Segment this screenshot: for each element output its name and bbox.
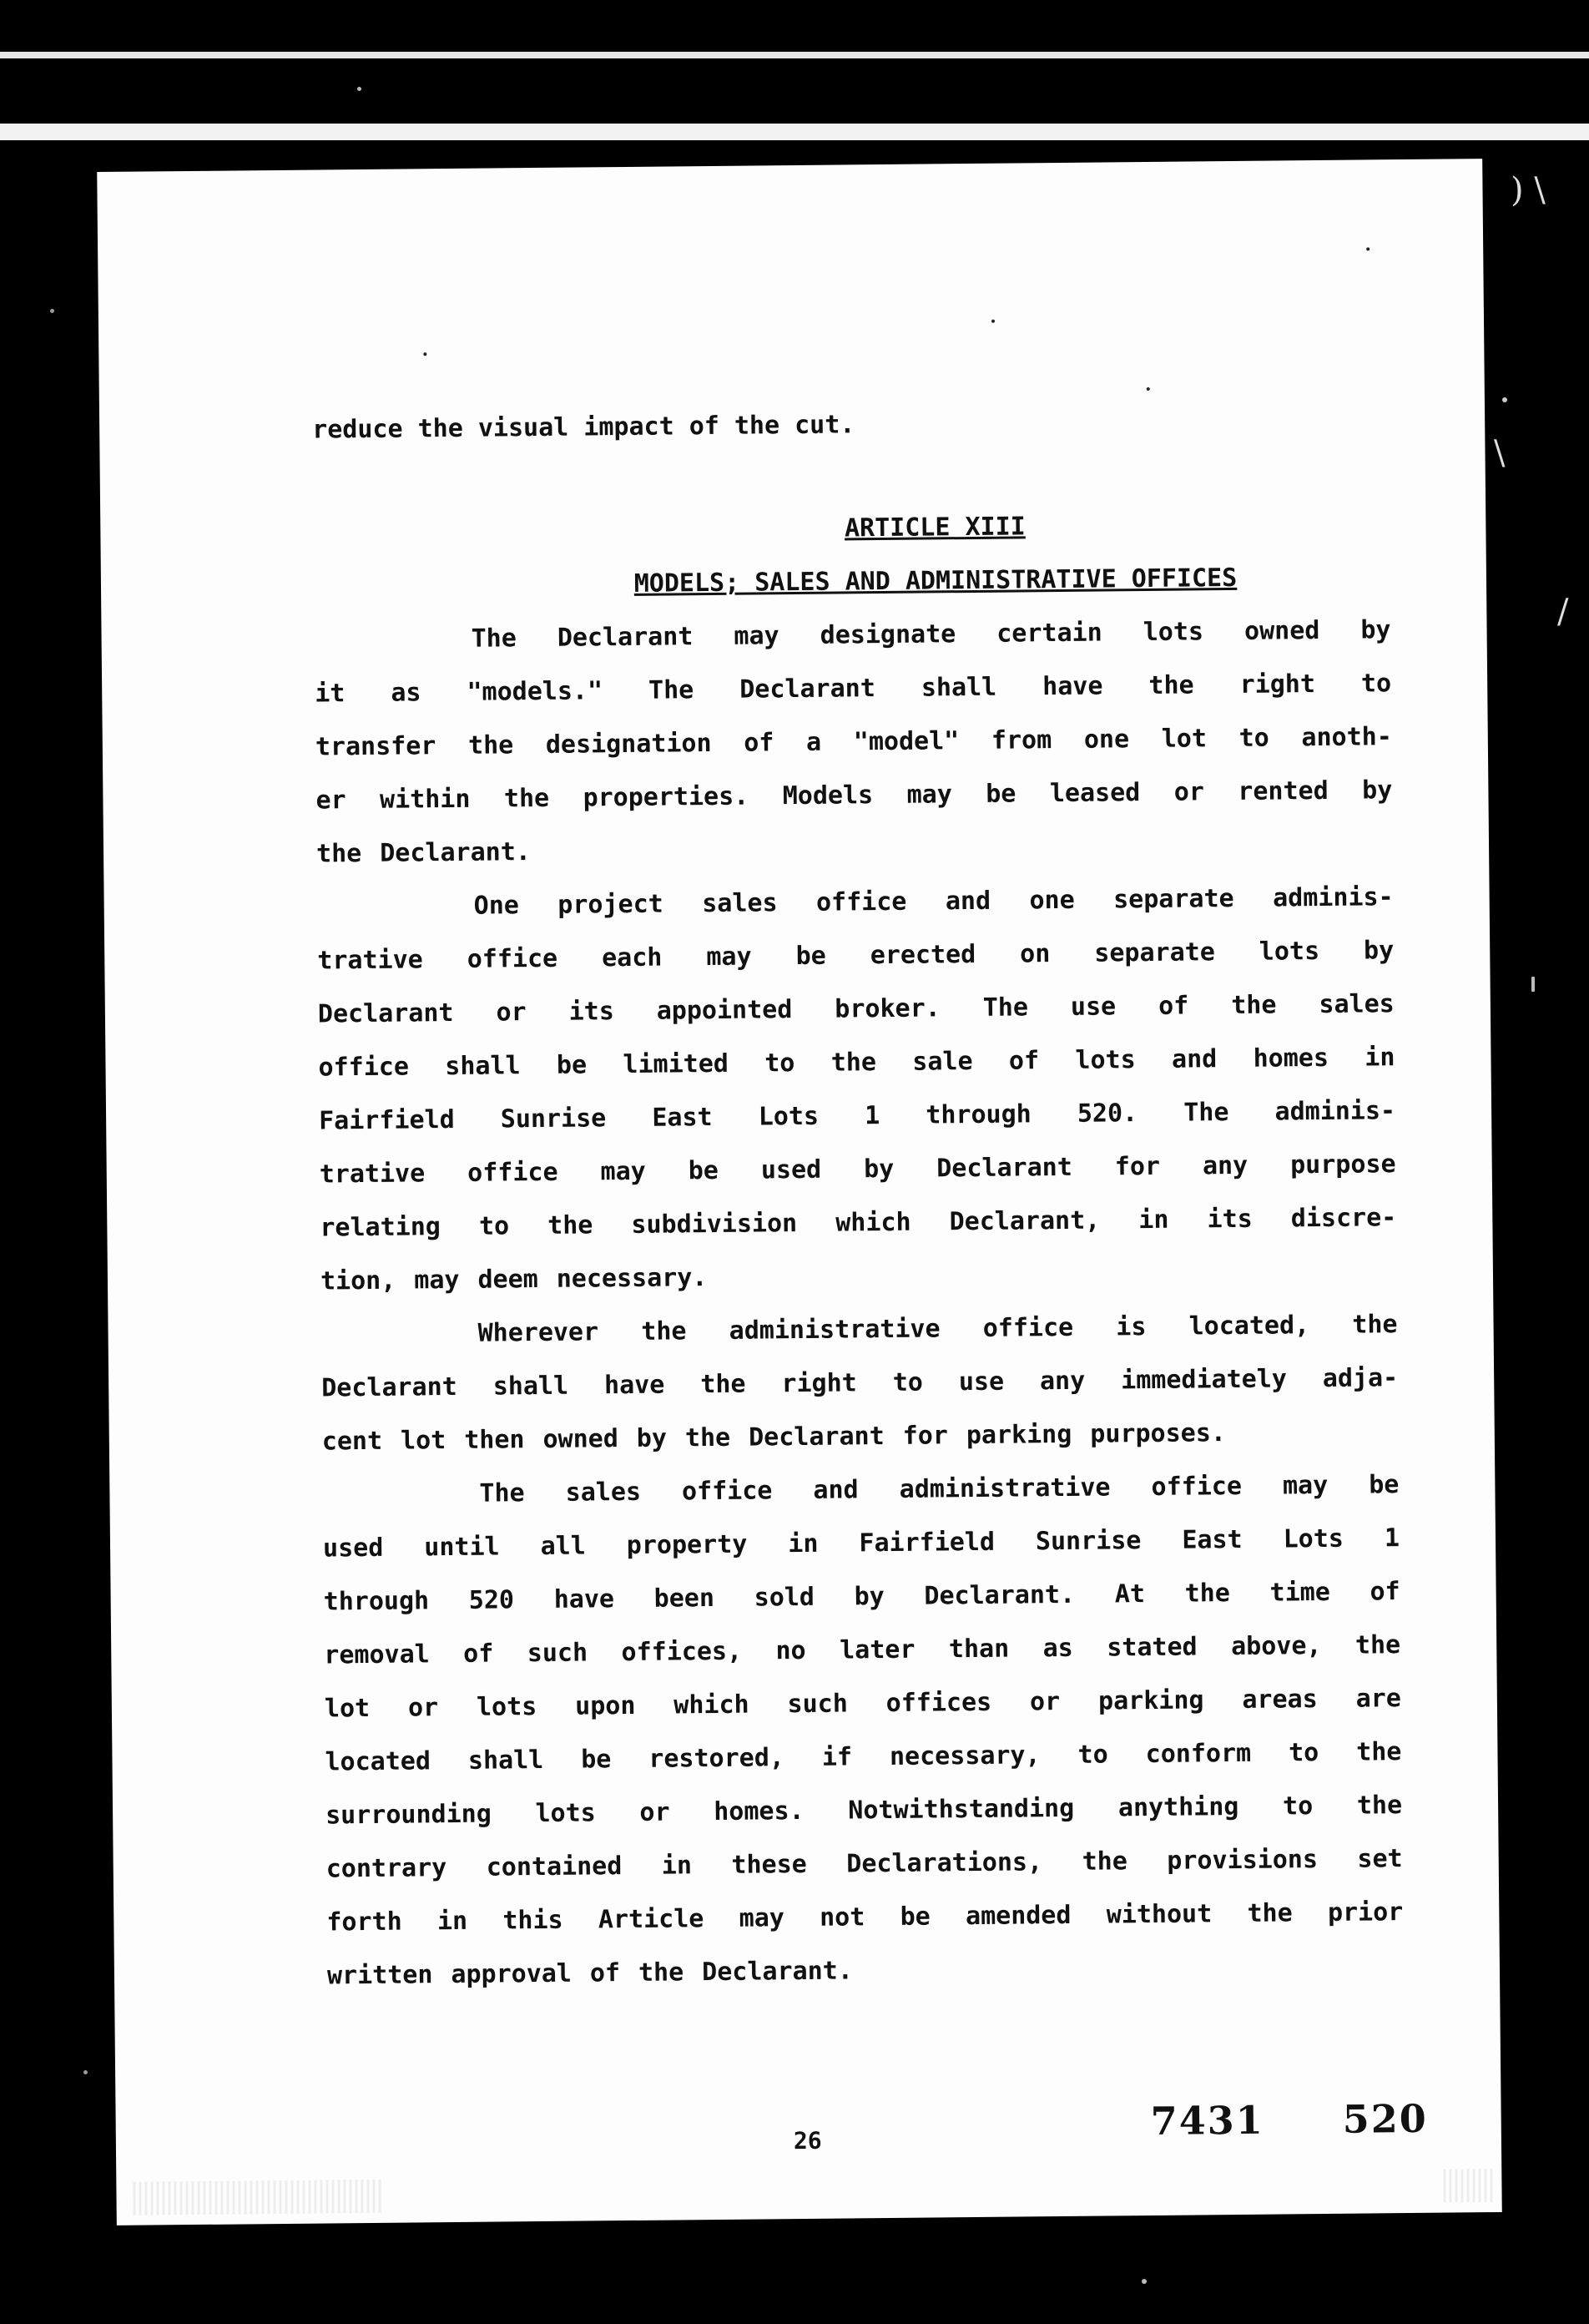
text-line: surrounding lots or homes. Notwithstanding anything to the <box>325 1791 1403 1831</box>
text-line: office shall be limited to the sale of lots and homes in <box>318 1043 1395 1083</box>
text-line: forth in this Article may not be amended without the prior <box>326 1897 1404 1938</box>
paragraph <box>314 604 1393 881</box>
paragraph <box>316 871 1397 1308</box>
scan-speck <box>50 309 54 313</box>
text-line: lot or lots upon which such offices or parking areas are <box>324 1684 1401 1724</box>
text-line: Fairfield Sunrise East Lots 1 through 520. The adminis- <box>318 1096 1396 1136</box>
text-line: The sales office and administrative office may be <box>479 1470 1400 1508</box>
text-line: cent lot then owned by the Declarant for parking purposes. <box>321 1418 1227 1457</box>
article-number: ARTICLE XIII <box>844 512 1026 543</box>
scan-speck <box>1502 397 1507 402</box>
text-line: through 520 have been sold by Declarant. At the time of <box>323 1577 1400 1617</box>
scan-edge-artifact: / <box>1557 593 1569 631</box>
text-line: Wherever the administrative office is located, the <box>477 1310 1398 1348</box>
document-body <box>312 393 1404 2003</box>
scan-edge-band <box>0 52 1589 58</box>
scan-noise <box>1443 2169 1493 2203</box>
text-line: trative office may be used by Declarant for any purpose <box>319 1149 1396 1190</box>
continuation-line: reduce the visual impact of the cut. <box>312 410 855 445</box>
scan-speck <box>1366 247 1370 250</box>
text-line: Declarant or its appointed broker. The use of the sales <box>317 989 1395 1029</box>
text-line: the Declarant. <box>315 837 532 869</box>
scan-edge-artifact: ) \ <box>1511 171 1546 210</box>
scan-speck <box>991 320 995 323</box>
scan-speck <box>83 2070 88 2074</box>
text-line: trative office each may be erected on separate lots by <box>317 936 1395 976</box>
scan-edge-artifact: \ <box>1494 434 1506 472</box>
recording-book-stamp: 7431 <box>1150 2097 1264 2145</box>
scan-noise <box>133 2180 383 2215</box>
scan-edge-band-lower <box>0 124 1589 140</box>
text-line: The Declarant may designate certain lots owned by <box>471 615 1391 654</box>
document-page <box>97 159 1502 2225</box>
text-line: used until all property in Fairfield Sunrise East Lots 1 <box>322 1523 1400 1564</box>
scan-speck <box>1147 387 1150 391</box>
text-line: One project sales office and one separate adminis- <box>473 882 1394 921</box>
scan-speck <box>1142 2279 1147 2284</box>
text-line: relating to the subdivision which Declarant, in its discre- <box>320 1203 1397 1243</box>
text-line: tion, may deem necessary. <box>320 1263 708 1296</box>
paragraph <box>322 1458 1404 2003</box>
scan-speck <box>357 87 361 91</box>
text-line: er within the properties. Models may be leased or rented by <box>315 776 1393 816</box>
scan-speck <box>423 352 426 356</box>
scan-speck <box>1531 977 1535 992</box>
page-number: 26 <box>793 2126 822 2155</box>
text-line: written approval of the Declarant. <box>326 1956 854 1991</box>
text-line: located shall be restored, if necessary, to conform to the <box>325 1737 1402 1777</box>
text-line: transfer the designation of a "model" from one lot to anoth- <box>315 722 1392 762</box>
text-line: removal of such offices, no later than as stated above, the <box>324 1630 1401 1670</box>
recording-page-stamp: 520 <box>1342 2095 1428 2142</box>
text-line: Declarant shall have the right to use any immediately adja- <box>321 1363 1399 1403</box>
text-line: it as "models." The Declarant shall have the right to <box>315 669 1392 709</box>
text-line: contrary contained in these Declarations, the provisions set <box>325 1844 1403 1884</box>
paragraph <box>320 1298 1399 1468</box>
article-title: MODELS; SALES AND ADMINISTRATIVE OFFICES <box>633 563 1238 599</box>
